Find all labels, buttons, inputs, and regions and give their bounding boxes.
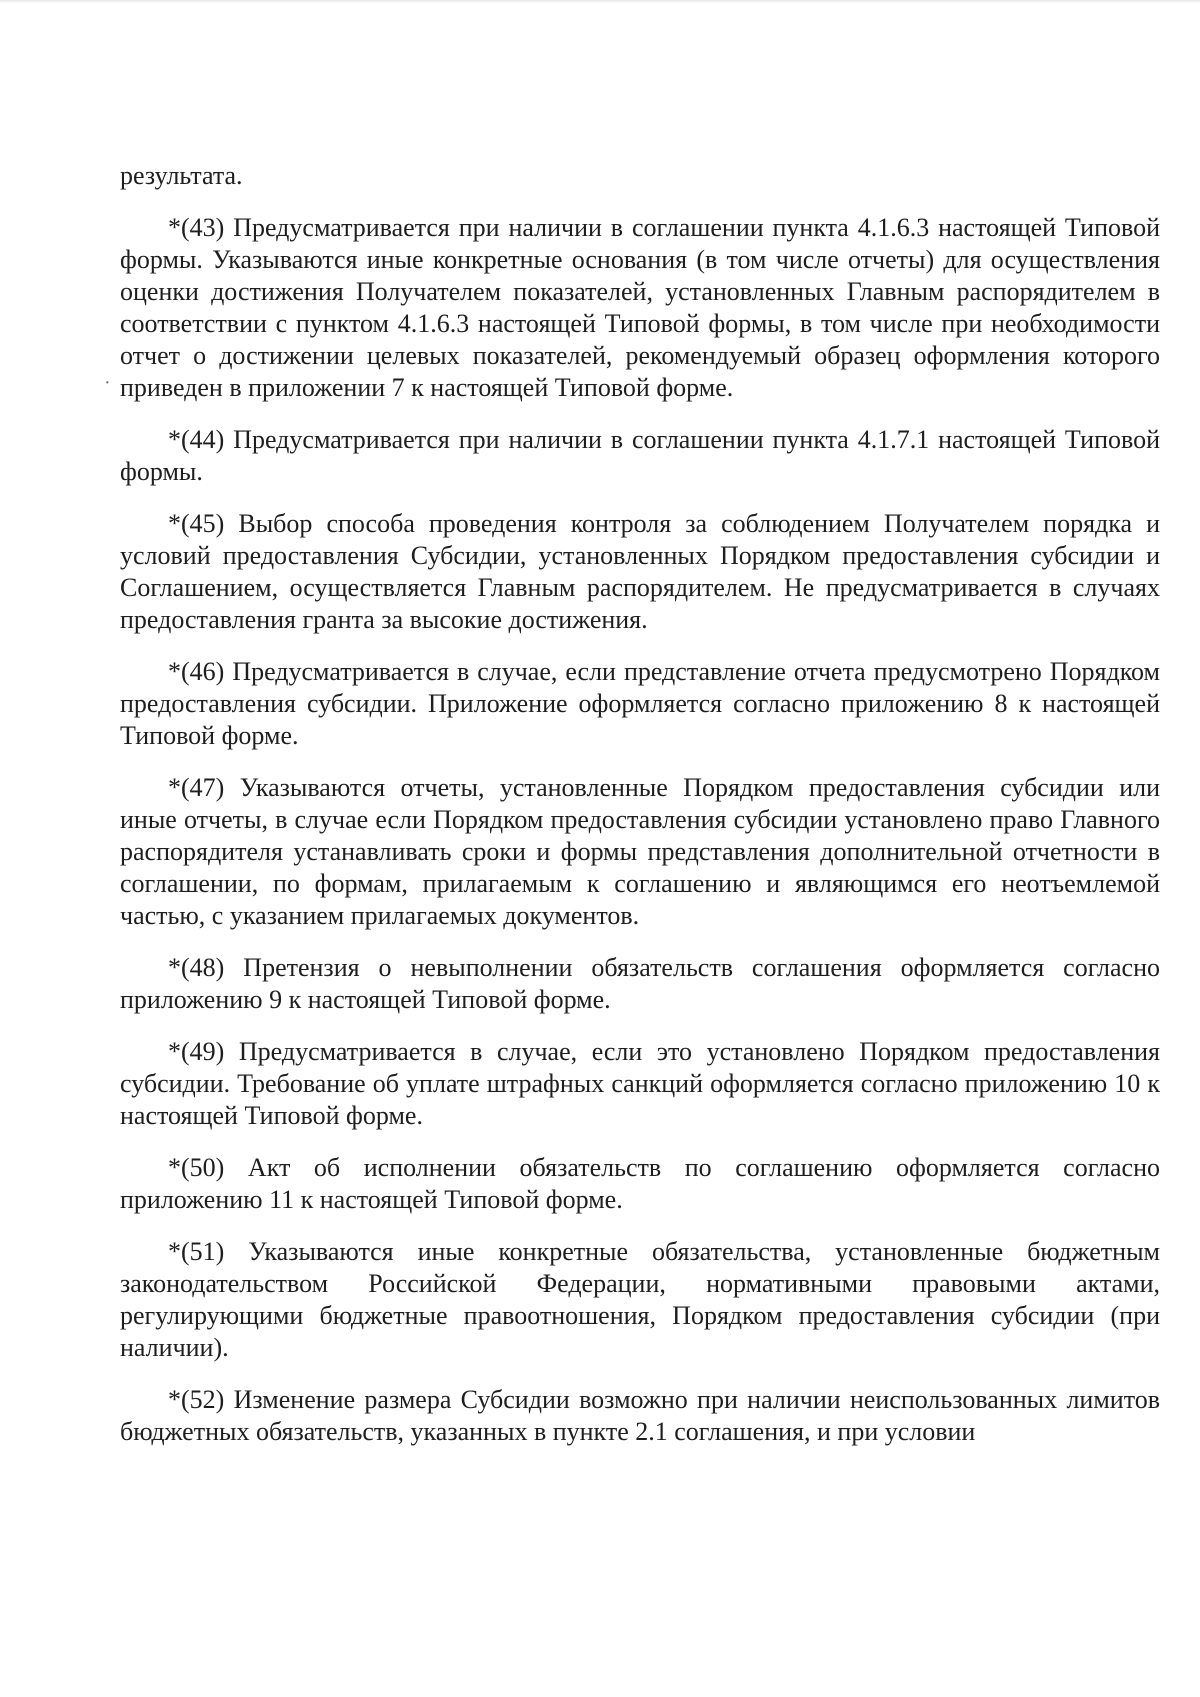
footnote-text: Предусматривается при наличии в соглашении пункта 4.1.6.3 настоящей Типовой формы. Указываются иные конкретные основания (в том числе отчеты) для осуществления оценки достижения Получателем показателей, установленных Главным распорядителем в соответствии с пунктом 4.1.6.3 настоящей Типовой формы, в том числе при необходимости отчет о достижении целевых показателей, рекомендуемый образец оформления которого приведен в приложении 7 к настоящей Типовой форме.	[120, 213, 1160, 402]
footnote-52	[120, 1384, 1160, 1448]
footnote-47	[120, 772, 1160, 932]
footnote-46	[120, 656, 1160, 752]
document-page	[120, 160, 1160, 1468]
footnote-number: *(43)	[168, 213, 225, 242]
footnote-44	[120, 424, 1160, 488]
footnote-51	[120, 1236, 1160, 1364]
footnote-45	[120, 508, 1160, 636]
footnote-number: *(47)	[168, 773, 225, 802]
footnote-text: Изменение размера Субсидии возможно при наличии неиспользованных лимитов бюджетных обязательств, указанных в пункте 2.1 соглашения, и при условии	[120, 1385, 1160, 1446]
footnote-text: Претензия о невыполнении обязательств соглашения оформляется согласно приложению 9 к настоящей Типовой форме.	[120, 953, 1161, 1014]
footnote-text: Предусматривается при наличии в соглашении пункта 4.1.7.1 настоящей Типовой формы.	[120, 425, 1160, 486]
footnote-49	[120, 1036, 1160, 1132]
footnote-43	[120, 212, 1160, 404]
footnote-50	[120, 1152, 1160, 1216]
footnote-48	[120, 952, 1160, 1016]
footnote-number: *(50)	[168, 1153, 225, 1182]
footnote-number: *(46)	[168, 657, 225, 686]
footnote-number: *(52)	[168, 1385, 225, 1414]
continuation-text: результата.	[120, 161, 243, 190]
footnote-number: *(44)	[168, 425, 225, 454]
footnote-text: Указываются иные конкретные обязательства, установленные бюджетным законодательством Российской Федерации, нормативными правовыми актами, регулирующими бюджетные правоотношения, Порядком предоставления субсидии (при наличии).	[120, 1237, 1161, 1362]
footnote-text: Выбор способа проведения контроля за соблюдением Получателем порядка и условий предоставления Субсидии, установленных Порядком предоставления субсидии и Соглашением, осуществляется Главным распорядителем. Не предусматривается в случаях предоставления гранта за высокие достижения.	[120, 509, 1161, 634]
footnote-text: Предусматривается в случае, если представление отчета предусмотрено Порядком предоставления субсидии. Приложение оформляется согласно приложению 8 к настоящей Типовой форме.	[120, 657, 1160, 750]
footnote-text: Акт об исполнении обязательств по соглашению оформляется согласно приложению 11 к настоящей Типовой форме.	[120, 1153, 1161, 1214]
footnote-number: *(49)	[168, 1037, 225, 1066]
scan-top-edge	[0, 0, 1200, 3]
footnote-number: *(48)	[168, 953, 225, 982]
footnote-number: *(45)	[168, 509, 225, 538]
footnote-text: Указываются отчеты, установленные Порядком предоставления субсидии или иные отчеты, в случае если Порядком предоставления субсидии установлено право Главного распорядителя устанавливать сроки и формы представления дополнительной отчетности в соглашении, по формам, прилагаемым к соглашению и являющимся его неотъемлемой частью, с указанием прилагаемых документов.	[120, 773, 1161, 930]
scan-margin-mark: ·	[104, 372, 111, 394]
footnote-number: *(51)	[168, 1237, 225, 1266]
footnote-text: Предусматривается в случае, если это установлено Порядком предоставления субсидии. Требование об уплате штрафных санкций оформляется согласно приложению 10 к настоящей Типовой форме.	[120, 1037, 1160, 1130]
